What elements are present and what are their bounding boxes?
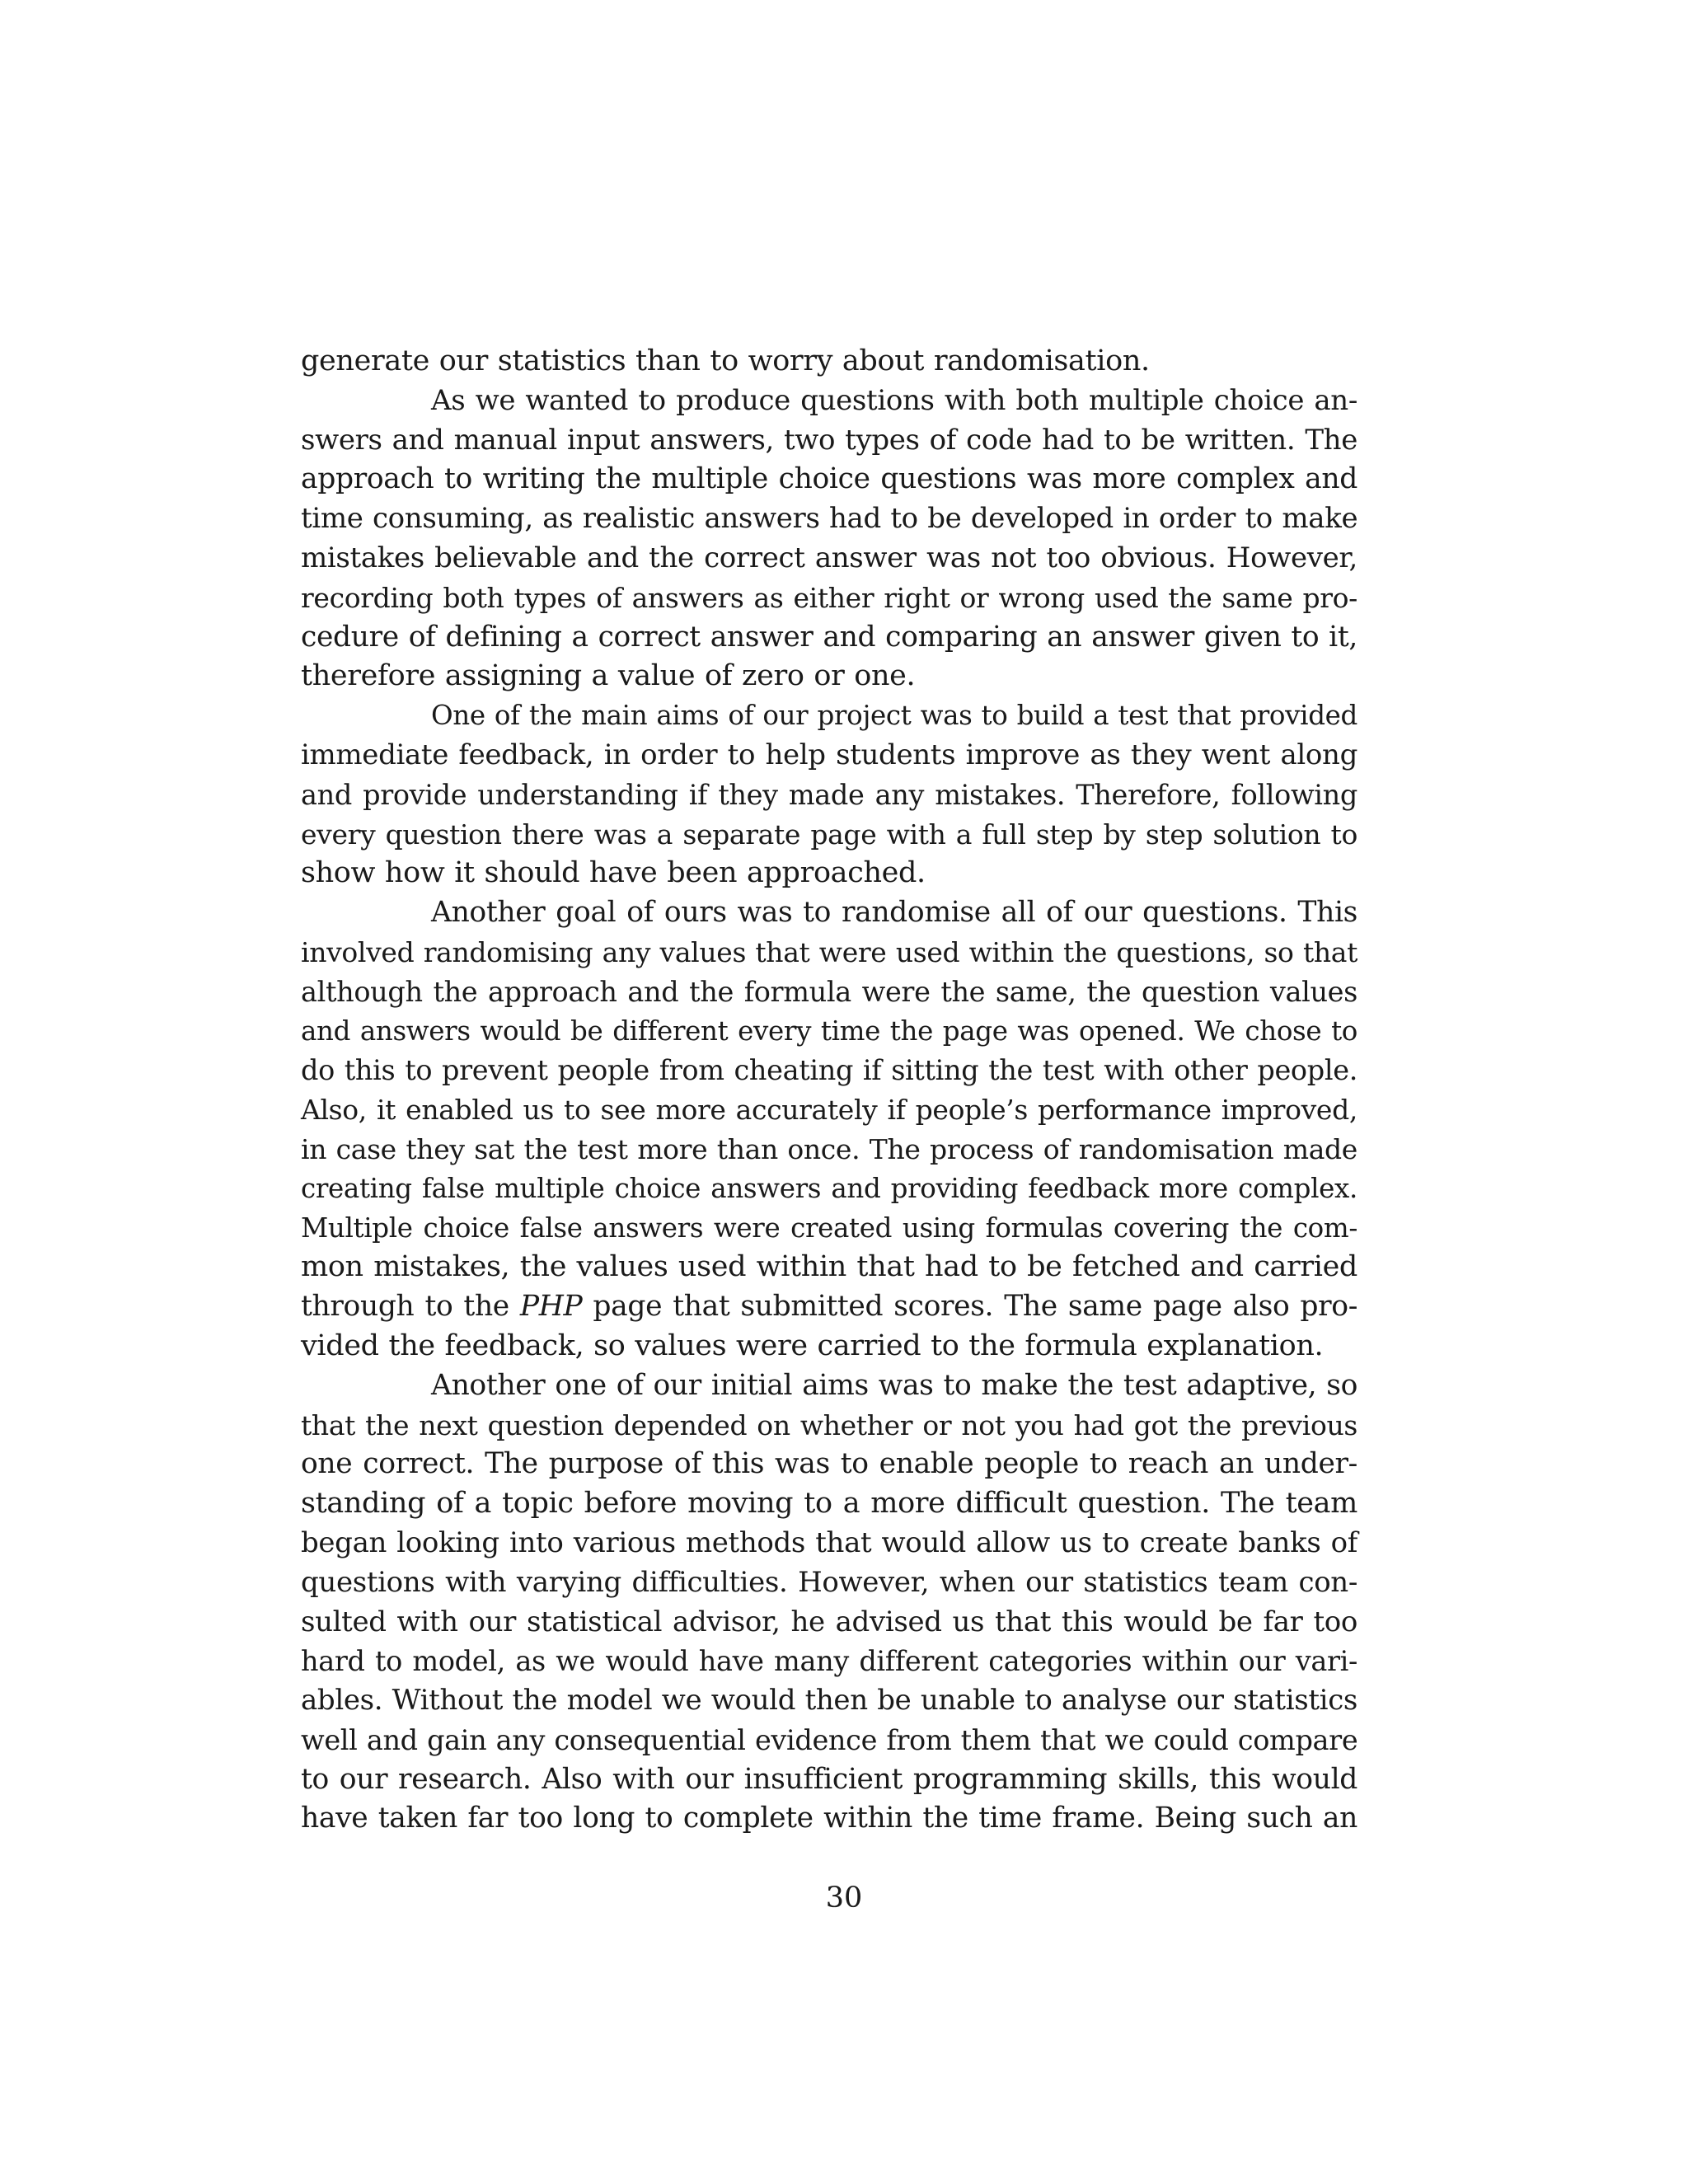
text-line: generate our statistics than to worry about randomisation.	[301, 344, 1150, 377]
text-line: questions with varying difficulties. However, when our statistics team con-	[301, 1565, 1357, 1599]
text-line: do this to prevent people from cheating if sitting the test with other people.	[301, 1054, 1357, 1087]
text-line: recording both types of answers as either right or wrong used the same pro-	[301, 581, 1357, 614]
text-line: Also, it enabled us to see more accurately if people’s performance improved,	[301, 1094, 1357, 1127]
text-line: As we wanted to produce questions with both multiple choice an-	[431, 383, 1357, 417]
text-line: that the next question depended on whether or not you had got the previous	[301, 1408, 1357, 1441]
body-text	[301, 342, 1357, 1839]
text-line: one correct. The purpose of this was to enable people to reach an under-	[301, 1447, 1357, 1481]
page-number: 30	[825, 1882, 863, 1915]
text-line: hard to model, as we would have many different categories within our vari-	[301, 1645, 1357, 1678]
text-line: creating false multiple choice answers and providing feedback more complex.	[301, 1172, 1357, 1204]
text-line: time consuming, as realistic answers had to be developed in order to make	[301, 502, 1358, 536]
text-line: Another one of our initial aims was to make the test adaptive, so	[431, 1368, 1357, 1402]
text-line: therefore assigning a value of zero or one.	[301, 659, 916, 693]
text-line: began looking into various methods that would allow us to create banks of	[301, 1526, 1357, 1559]
text-line: mistakes believable and the correct answer was not too obvious. However,	[301, 541, 1357, 574]
text-line: and provide understanding if they made any mistakes. Therefore, following	[301, 778, 1357, 811]
text-line: involved randomising any values that were used within the questions, so that	[301, 935, 1357, 968]
text-line: well and gain any consequential evidence from them that we could compare	[301, 1723, 1358, 1756]
italic-term: PHP	[519, 1290, 583, 1324]
text-line: immediate feedback, in order to help students improve as they went along	[301, 738, 1357, 771]
text-line: mon mistakes, the values used within that had to be fetched and carried	[301, 1250, 1357, 1284]
text-line: although the approach and the formula were the same, the question values	[301, 975, 1357, 1008]
text-line: vided the feedback, so values were carried to the formula explanation.	[301, 1329, 1324, 1362]
text-line: every question there was a separate page with a full step by step solution to	[301, 818, 1357, 851]
text-line-with-italic: through to the PHP page that submitted scores. The same page also pro-	[301, 1290, 1358, 1324]
text-line: standing of a topic before moving to a more difficult question. The team	[301, 1487, 1357, 1521]
text-line: show how it should have been approached.	[301, 856, 926, 890]
text-line: ables. Without the model we would then be unable to analyse our statistics	[301, 1684, 1357, 1718]
text-line: cedure of defining a correct answer and comparing an answer given to it,	[301, 620, 1357, 654]
text-line: sulted with our statistical advisor, he advised us that this would be far too	[301, 1605, 1357, 1638]
text-line: Multiple choice false answers were created using formulas covering the com-	[301, 1212, 1357, 1244]
text-line: in case they sat the test more than once. The process of randomisation made	[301, 1132, 1357, 1165]
text-line: and answers would be different every time the page was opened. We chose to	[301, 1015, 1357, 1047]
text-line: have taken far too long to complete within the time frame. Being such an	[301, 1802, 1357, 1835]
text-line: Another goal of ours was to randomise all of our questions. This	[431, 896, 1357, 930]
text-line: One of the main aims of our project was to build a test that provided	[431, 700, 1357, 732]
text-line: swers and manual input answers, two types of code had to be written. The	[301, 423, 1357, 457]
text-line: approach to writing the multiple choice questions was more complex and	[301, 462, 1357, 496]
text-line: to our research. Also with our insufficient programming skills, this would	[301, 1762, 1357, 1796]
